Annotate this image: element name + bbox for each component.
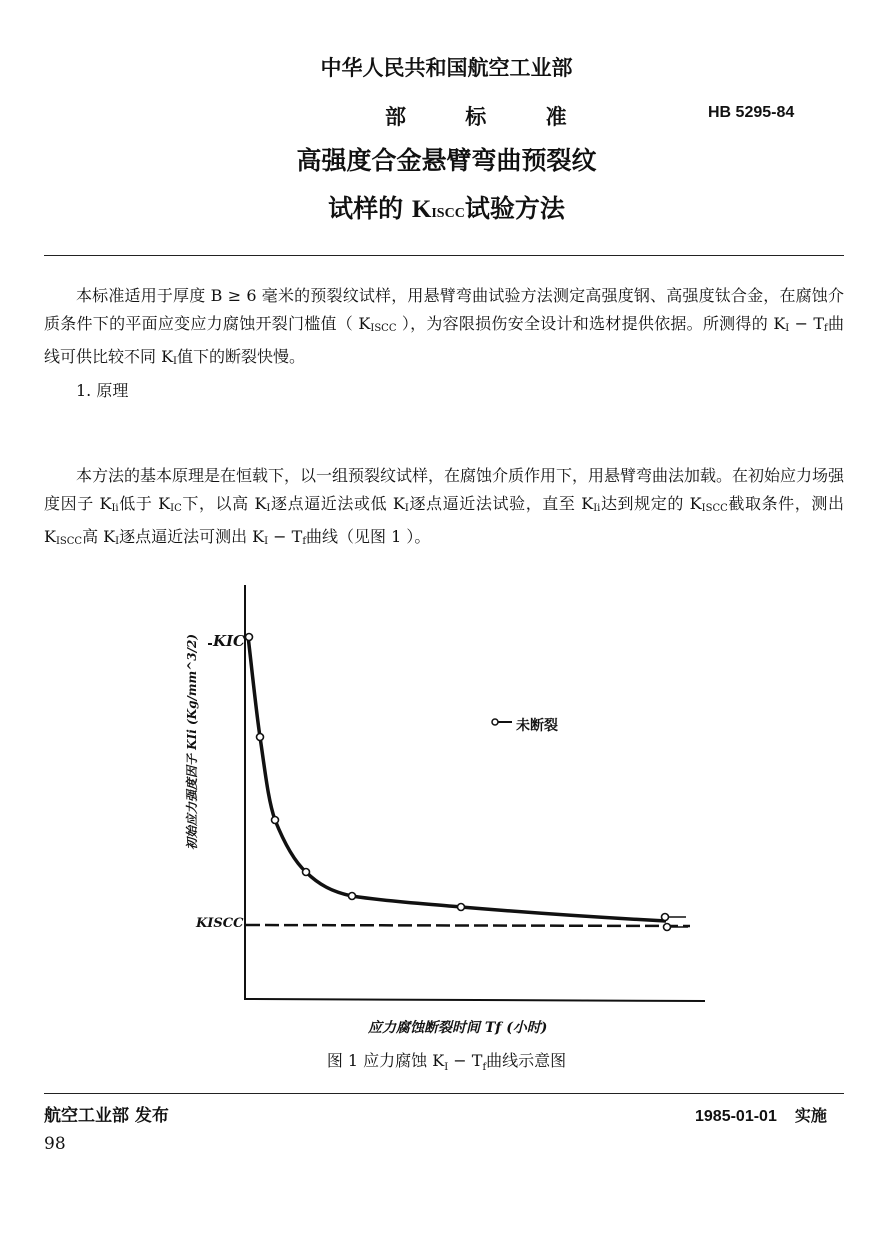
publisher: 航空工业部 发布 [44, 1106, 169, 1126]
text: 曲线可供比较不同 K [44, 314, 845, 366]
header-divider [44, 255, 844, 256]
subscript: ISCC [701, 503, 728, 514]
legend-marker [492, 719, 498, 725]
title-prefix: 试样的 [328, 194, 412, 223]
kiscc-label: KISCC [196, 916, 244, 931]
text: 本方法的基本原理是在恒载下，以一组预裂纹试样，在腐蚀介质作用下，用悬臂弯曲法加载。在初始应力场强度因子 K [44, 466, 845, 513]
legend-label-not-fractured: 未断裂 [516, 718, 558, 734]
page-number: 98 [44, 1134, 66, 1154]
text: 达到规定的 K [600, 494, 702, 513]
subscript: I [266, 503, 271, 514]
subscript: f [824, 323, 828, 334]
text: 高 K [82, 527, 116, 546]
effective-date-block [695, 1103, 827, 1126]
subscript: I [785, 323, 790, 334]
text: 逐点逼近法或低 K [270, 494, 405, 513]
subscript: I [115, 536, 120, 547]
subscript: I [404, 503, 409, 514]
text: − T [268, 527, 303, 546]
subscript: Ii [593, 503, 601, 514]
document-title-line1: 高强度合金悬臂弯曲预裂纹 [296, 146, 597, 175]
x-axis-label: 应力腐蚀断裂时间 Tf (小时) [368, 1020, 548, 1036]
effective-label: 实施 [794, 1106, 827, 1125]
subscript: I [173, 356, 177, 367]
title-suffix: 试验方法 [464, 194, 565, 223]
title-k-subscript: ISCC [431, 206, 465, 221]
caption-text: 曲线示意图 [486, 1051, 567, 1070]
text: 截取条件，测出 K [44, 494, 845, 546]
figure-caption [0, 1048, 893, 1073]
subscript: f [302, 536, 307, 547]
subscript: ISCC [370, 323, 397, 334]
principle-paragraph [44, 462, 844, 556]
section-heading-principle: 1. 原理 [76, 381, 129, 400]
document-title-line2 [0, 189, 893, 225]
x-axis [245, 999, 705, 1001]
standard-code: HB 5295-84 [708, 104, 795, 121]
subscript: Ii [111, 503, 119, 514]
subscript: f [482, 1062, 487, 1074]
ki-tf-curve [248, 636, 666, 921]
text: 逐点逼近法可测出 K [119, 527, 265, 546]
subscript: ISCC [55, 536, 83, 547]
subscript: I [444, 1062, 449, 1074]
text: 曲线（见图 1 ）。 [306, 527, 431, 546]
text: 低于 K [118, 494, 171, 513]
footer-divider [44, 1093, 844, 1094]
text: 值下的断裂快慢。 [177, 347, 306, 366]
data-points [246, 634, 671, 931]
subscript: I [264, 536, 269, 547]
caption-text: 图 1 应力腐蚀 K [326, 1051, 445, 1070]
subscript: IC [170, 503, 182, 514]
effective-date: 1985-01-01 [695, 1108, 777, 1125]
text: 本标准适用于厚度 B ≥ 6 毫米的预裂纹试样，用悬臂弯曲试验方法测定高强度钢、高强度钛合金，在腐蚀介质条件下的平面应变应力腐蚀开裂门槛值（ K [44, 286, 844, 333]
caption-text: − T [448, 1051, 483, 1070]
text: ），为容限损伤安全设计和选材提供依据。所测得的 K [396, 314, 786, 333]
text: − T [789, 314, 825, 333]
kic-label: KIC [213, 632, 245, 650]
text: 逐点逼近法试验，直至 K [408, 494, 594, 513]
intro-paragraph [44, 282, 844, 376]
text: 下，以高 K [181, 494, 267, 513]
title-k: K [411, 196, 432, 223]
y-axis-label: 初始应力强度因子 KIi (Kg/mm^3/2) [185, 633, 199, 850]
standard-type: 部 标 准 [385, 105, 593, 129]
issuing-ministry: 中华人民共和国航空工业部 [320, 56, 573, 80]
kiscc-dashed-line [246, 925, 690, 926]
